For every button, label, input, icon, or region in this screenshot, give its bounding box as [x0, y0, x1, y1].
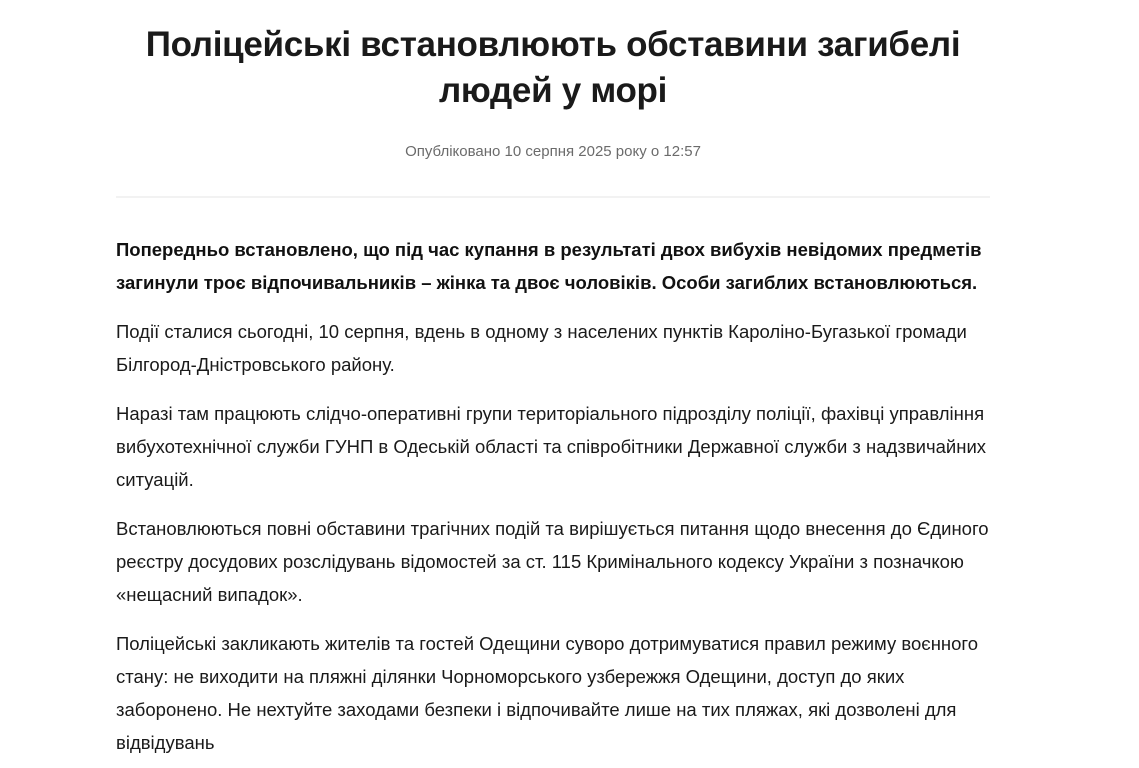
article-title: Поліцейські встановлюють обставини загибелі людей у морі — [145, 25, 961, 110]
article-body — [116, 233, 996, 768]
lead-paragraph: Попередньо встановлено, що під час купання в результаті двох вибухів невідомих предметів загинули троє відпочивальників – жінка та двоє чоловіків. Особи загиблих встановлюються. — [116, 239, 982, 293]
header-divider — [116, 196, 990, 198]
body-paragraph-2: Наразі там працюють слідчо-оперативні групи територіального підрозділу поліції, фахівці управління вибухотехнічної служби ГУНП в Одеській області та співробітники Державної служби з надзвичайних ситуацій. — [116, 403, 987, 490]
body-paragraph-3: Встановлюються повні обставини трагічних подій та вирішується питання щодо внесення до Єдиного реєстру досудових розслідувань відомостей за ст. 115 Кримінального кодексу України з позначкою «нещасний випадок». — [116, 518, 989, 605]
publication-date: Опубліковано 10 серпня 2025 року о 12:57 — [405, 143, 701, 160]
body-paragraph-1: Події сталися сьогодні, 10 серпня, вдень в одному з населених пунктів Кароліно-Бугазької громади Білгород-Дністровського району. — [116, 321, 967, 375]
body-paragraph-4: Поліцейські закликають жителів та гостей Одещини суворо дотримуватися правил режиму воєнного стану: не виходити на пляжні ділянки Чорноморського узбережжя Одещини, доступ до яких заборонено. Не нехтуйте заходами безпеки і відпочивайте лише на тих пляжах, які дозволені для відвідувань — [116, 633, 979, 753]
